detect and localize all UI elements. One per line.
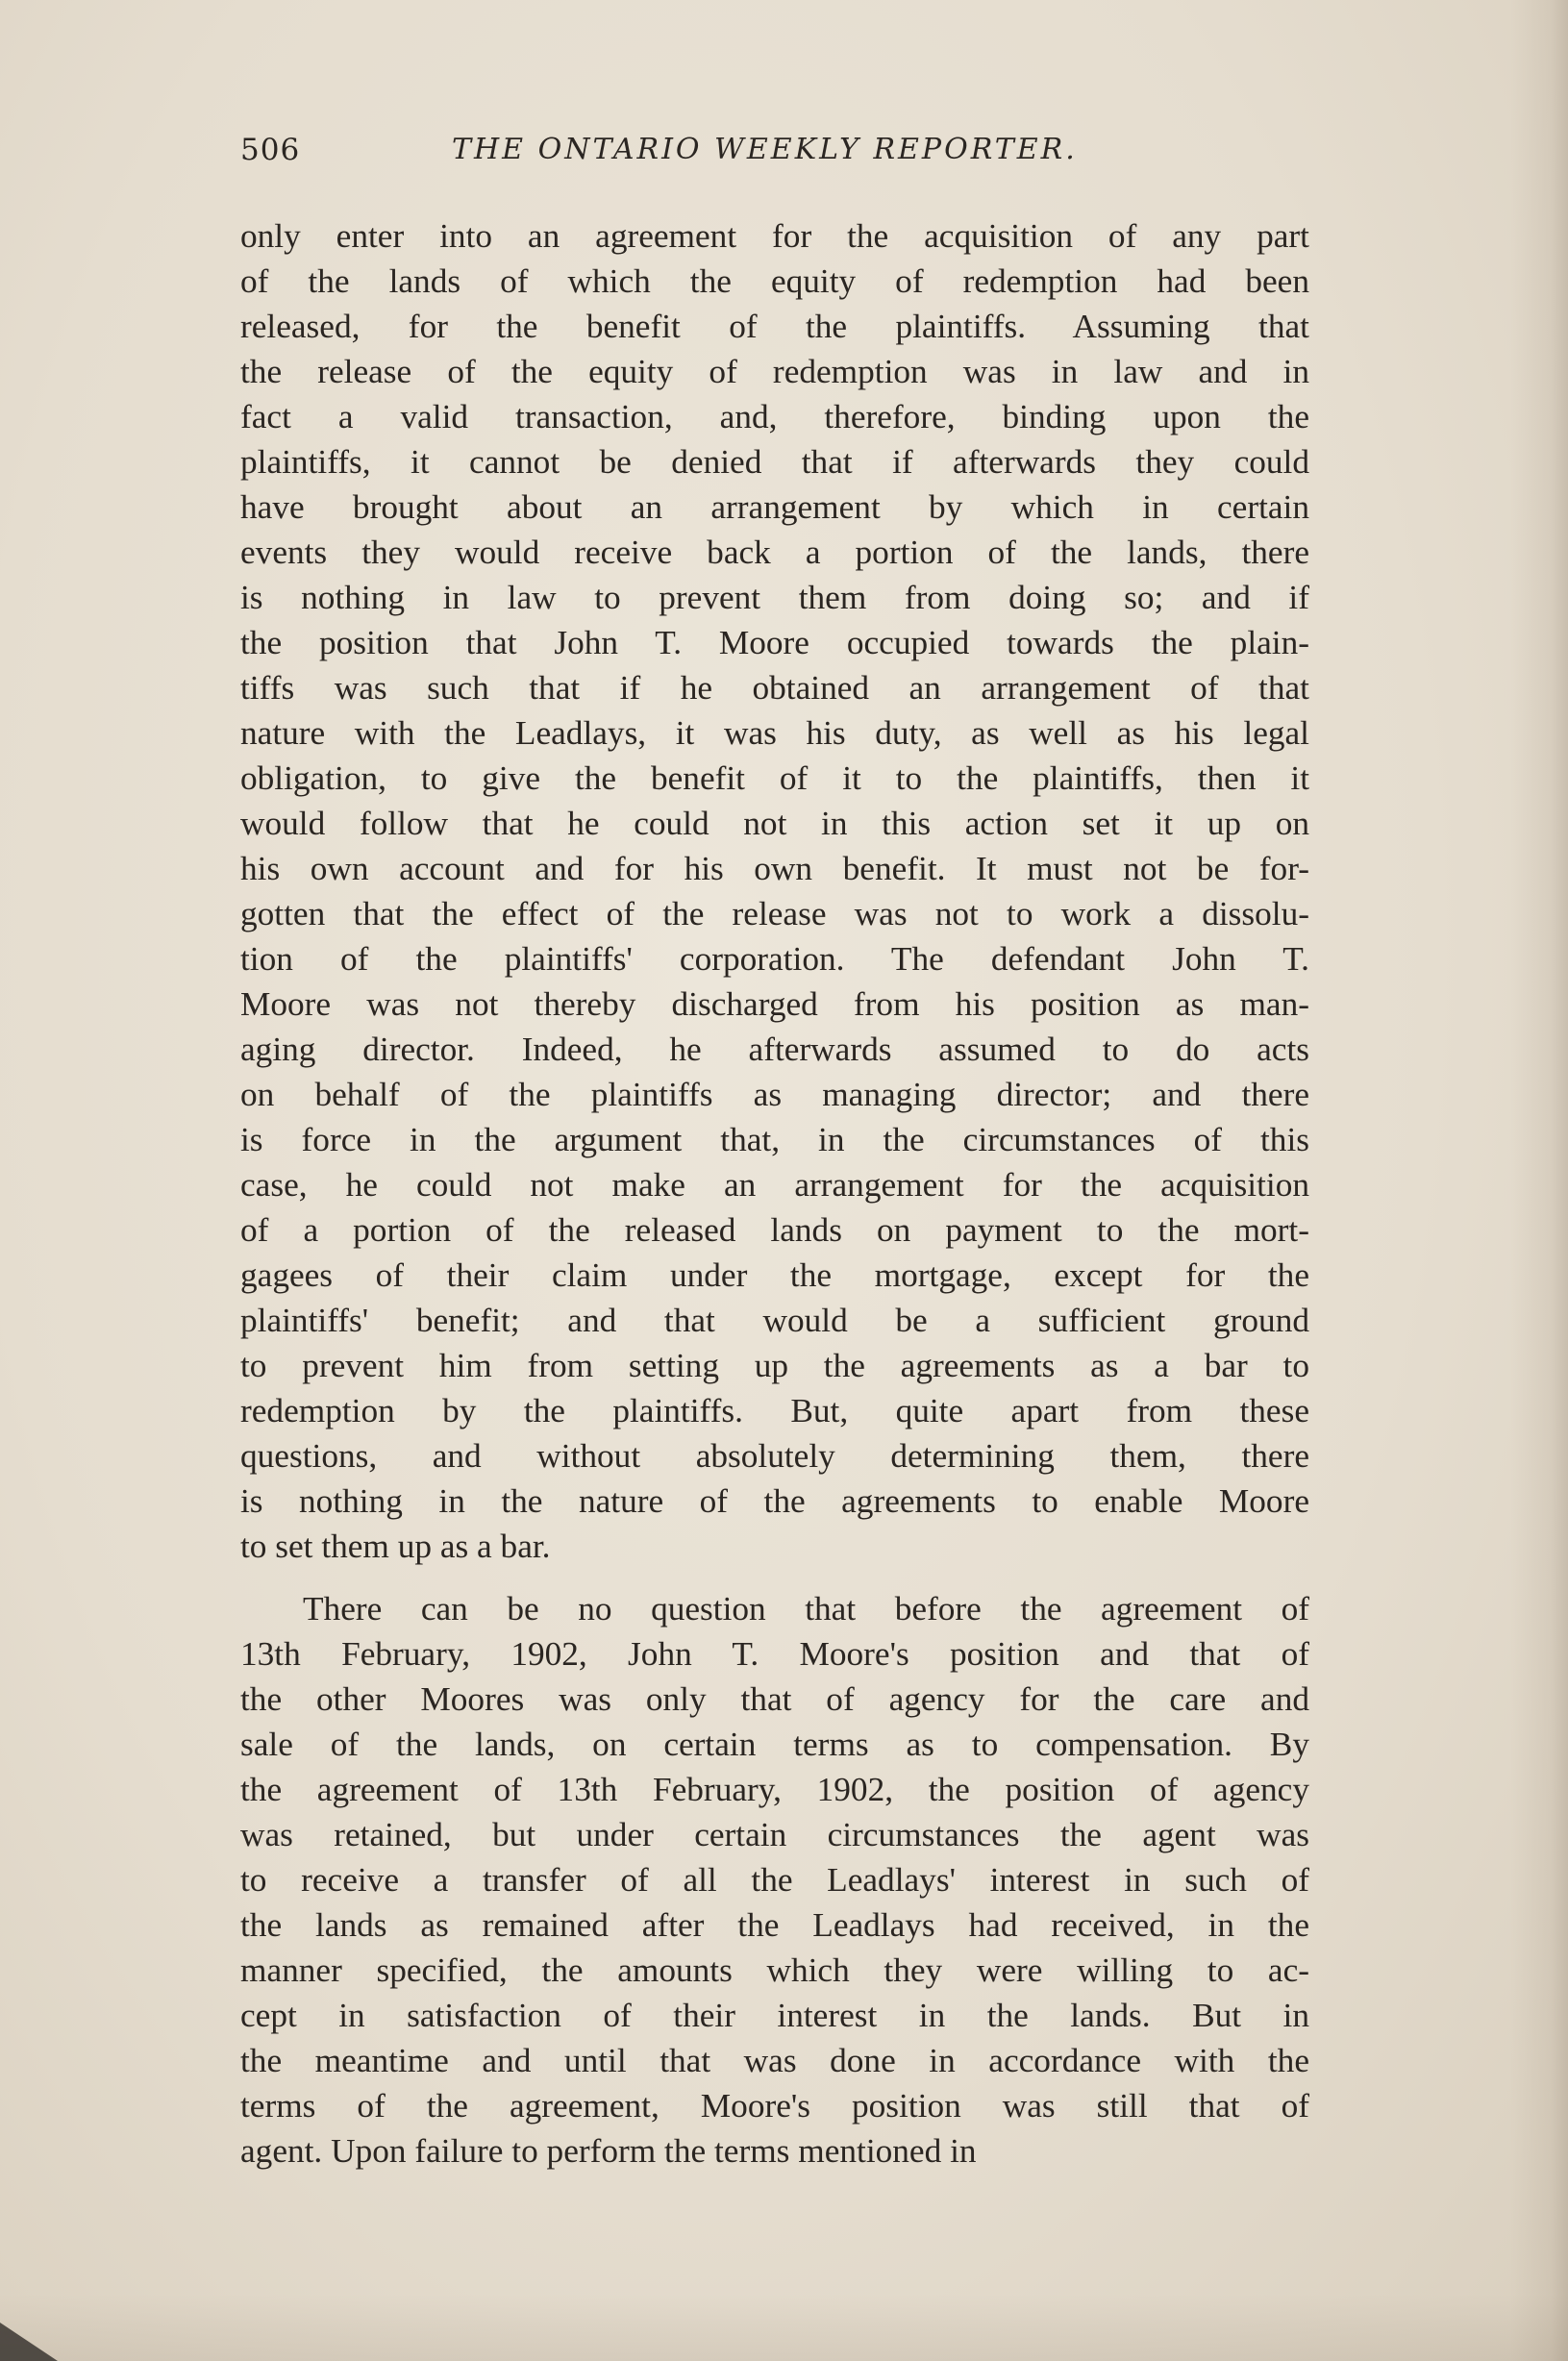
text-line: nature with the Leadlays, it was his duty, as well as his legal [240,714,1309,752]
page-edge-shadow-bottom [0,2294,1568,2361]
text-line: have brought about an arrangement by which in certain [240,488,1309,526]
text-line: tion of the plaintiffs' corporation. The defendant John T. [240,940,1309,978]
text-line: only enter into an agreement for the acquisition of any part [240,217,1309,255]
text-line: of a portion of the released lands on payment to the mort- [240,1211,1309,1249]
text-line: obligation, to give the benefit of it to the plaintiffs, then it [240,759,1309,797]
text-line: gagees of their claim under the mortgage, except for the [240,1256,1309,1294]
text-line: terms of the agreement, Moore's position was still that of [240,2087,1309,2125]
text-line: tiffs was such that if he obtained an arrangement of that [240,669,1309,707]
text-line: was retained, but under certain circumstances the agent was [240,1816,1309,1853]
text-line: the meantime and until that was done in accordance with the [240,2042,1309,2079]
text-line: events they would receive back a portion of the lands, there [240,534,1309,571]
text-line: cept in satisfaction of their interest in the lands. But in [240,1997,1309,2034]
text-line: his own account and for his own benefit. It must not be for- [240,850,1309,887]
text-line: is nothing in law to prevent them from doing so; and if [240,579,1309,616]
text-line: 13th February, 1902, John T. Moore's position and that of [240,1635,1309,1673]
text-line: case, he could not make an arrangement for the acquisition [240,1166,1309,1204]
text-line: plaintiffs' benefit; and that would be a sufficient ground [240,1302,1309,1339]
body-text [240,213,1309,2174]
text-line: of the lands of which the equity of redemption had been [240,262,1309,300]
text-line: manner specified, the amounts which they were willing to ac- [240,1951,1309,1989]
running-title: THE ONTARIO WEEKLY REPORTER. [452,133,1078,166]
text-line: agent. Upon failure to perform the terms mentioned in [240,2132,977,2170]
text-line: on behalf of the plaintiffs as managing director; and there [240,1076,1309,1113]
paragraph-gap [240,1569,1309,1586]
text-line: the agreement of 13th February, 1902, the position of agency [240,1771,1309,1808]
text-line: is nothing in the nature of the agreements to enable Moore [240,1482,1309,1520]
text-line: Moore was not thereby discharged from his position as man- [240,985,1309,1023]
text-line: the lands as remained after the Leadlays had received, in the [240,1906,1309,1944]
text-line: to set them up as a bar. [240,1528,551,1565]
page-number: 506 [240,133,301,167]
text-line: the position that John T. Moore occupied towards the plain- [240,624,1309,661]
text-line: aging director. Indeed, he afterwards assumed to do acts [240,1031,1309,1068]
text-line: redemption by the plaintiffs. But, quite apart from these [240,1392,1309,1429]
text-line: There can be no question that before the agreement of [303,1590,1309,1628]
text-line: fact a valid transaction, and, therefore, binding upon the [240,398,1309,435]
text-line: is force in the argument that, in the circumstances of this [240,1121,1309,1158]
text-line: plaintiffs, it cannot be denied that if afterwards they could [240,443,1309,481]
text-line: released, for the benefit of the plaintiffs. Assuming that [240,308,1309,345]
text-line: to prevent him from setting up the agreements as a bar to [240,1347,1309,1384]
text-line: questions, and without absolutely determining them, there [240,1437,1309,1475]
paragraph-2 [240,1586,1309,2174]
paragraph-1 [240,213,1309,1569]
text-line: would follow that he could not in this action set it up on [240,805,1309,842]
text-line: sale of the lands, on certain terms as to compensation. By [240,1726,1309,1763]
page-header [240,133,1307,181]
text-line: the other Moores was only that of agency for the care and [240,1680,1309,1718]
text-line: the release of the equity of redemption was in law and in [240,353,1309,390]
corner-dark-mark [0,2323,58,2361]
page-edge-shadow-right [1510,0,1568,2361]
text-line: gotten that the effect of the release was not to work a dissolu- [240,895,1309,932]
text-line: to receive a transfer of all the Leadlays' interest in such of [240,1861,1309,1899]
